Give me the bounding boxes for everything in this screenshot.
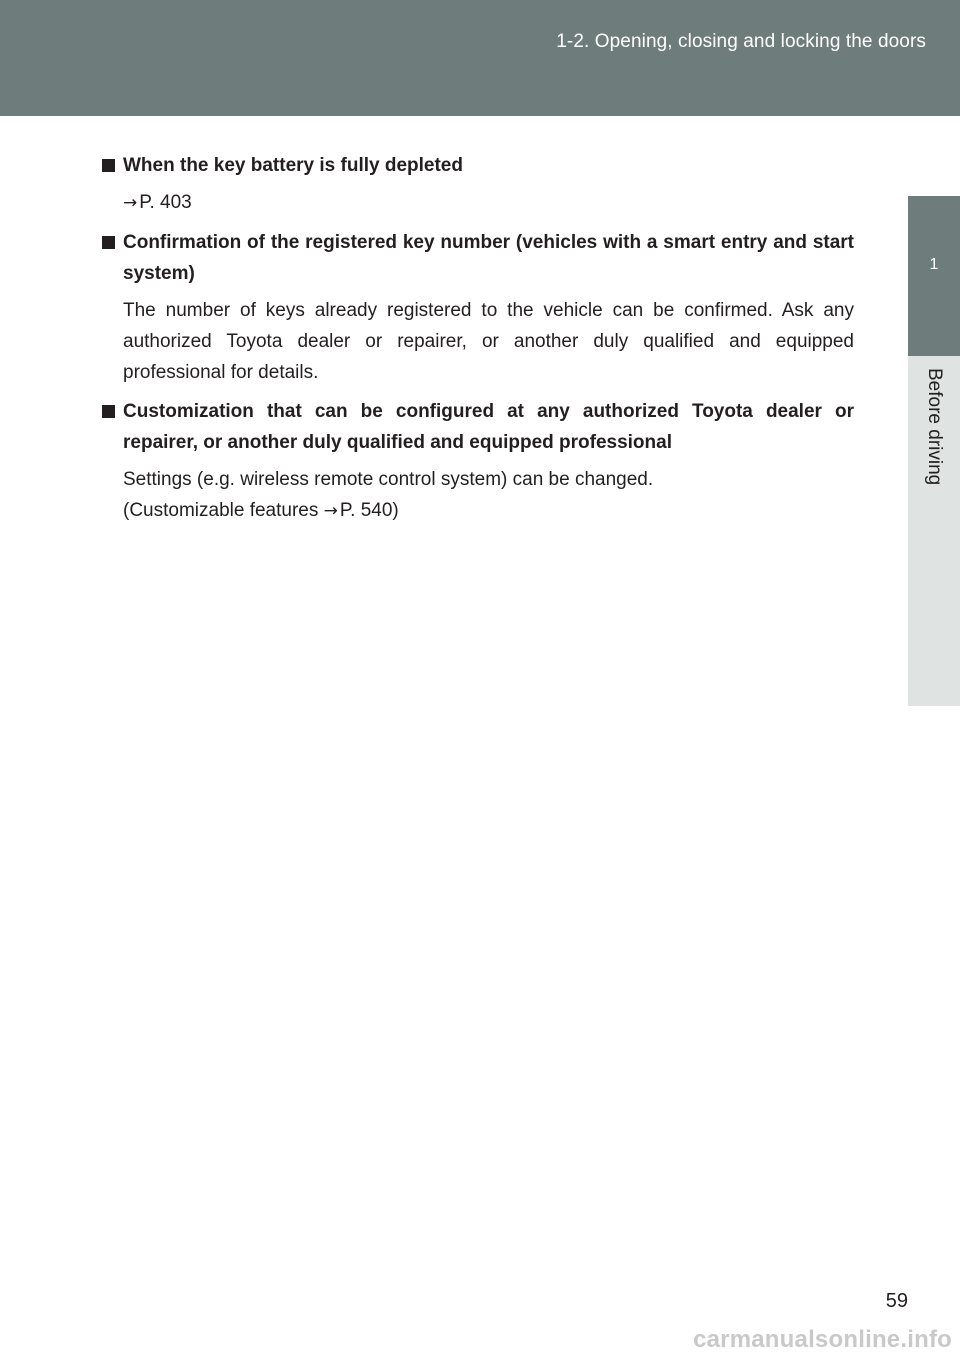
chapter-label: Before driving bbox=[924, 368, 945, 486]
page-reference bbox=[102, 187, 854, 219]
arrow-right-icon: → bbox=[323, 501, 338, 521]
square-bullet-icon bbox=[102, 405, 115, 418]
section-body: Settings (e.g. wireless remote control system) can be changed. (Customizable features → P. 540) bbox=[102, 464, 854, 527]
section-heading: Customization that can be configured at any authorized Toyota dealer or repairer, or another duly qualified and equipped professional bbox=[102, 396, 854, 458]
reference-link: P. 540) bbox=[339, 500, 399, 521]
chapter-number-tab bbox=[908, 196, 960, 356]
reference-link: P. 403 bbox=[139, 192, 192, 213]
section-heading: Confirmation of the registered key number (vehicles with a smart entry and start system) bbox=[102, 227, 854, 289]
chapter-tab bbox=[908, 116, 960, 706]
chapter-label-tab bbox=[908, 356, 960, 706]
watermark: carmanualsonline.info bbox=[693, 1326, 952, 1353]
header-bar bbox=[0, 0, 960, 116]
section-title: 1-2. Opening, closing and locking the doors bbox=[556, 31, 926, 52]
section-key-battery bbox=[102, 150, 854, 219]
chapter-number: 1 bbox=[929, 256, 939, 273]
square-bullet-icon bbox=[102, 236, 115, 249]
page-content bbox=[102, 150, 854, 535]
page-number: 59 bbox=[885, 1290, 908, 1312]
arrow-right-icon: → bbox=[123, 193, 138, 213]
page-reference: (Customizable features → P. 540) bbox=[123, 500, 399, 521]
section-registered-keys bbox=[102, 227, 854, 388]
section-body: The number of keys already registered to the vehicle can be confirmed. Ask any authorized Toyota dealer or repairer, or another duly qualified and equipped professional for details. bbox=[123, 300, 854, 383]
section-heading: When the key battery is fully depleted bbox=[102, 150, 854, 181]
square-bullet-icon bbox=[102, 159, 115, 172]
section-customization bbox=[102, 396, 854, 527]
